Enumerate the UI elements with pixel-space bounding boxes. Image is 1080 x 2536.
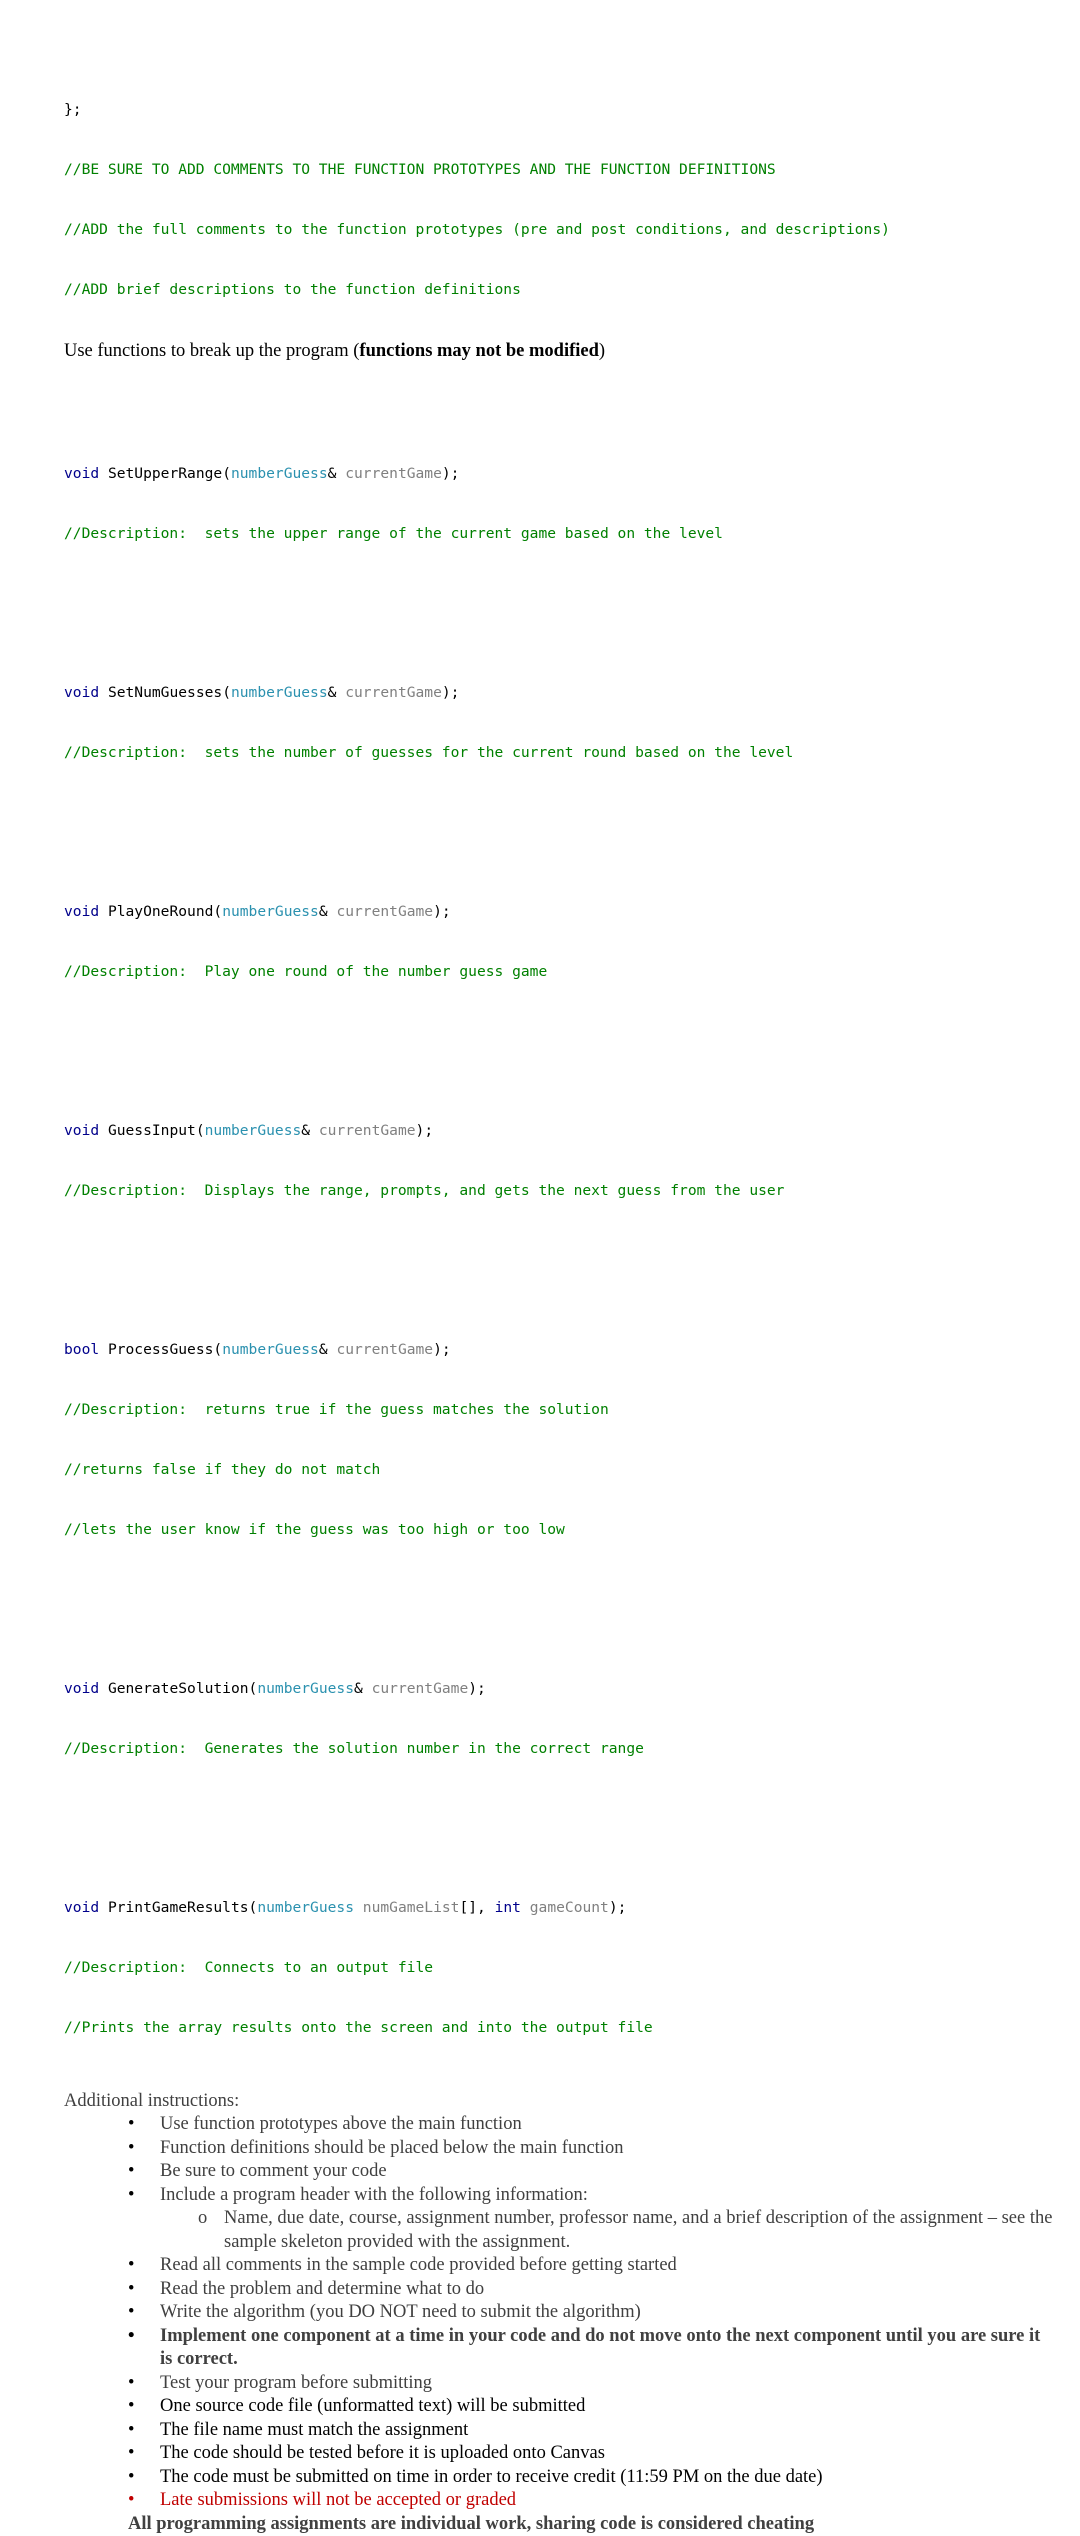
list-item xyxy=(64,2372,1054,2396)
function-name: PlayOneRound xyxy=(108,903,213,920)
return-type: void xyxy=(64,1680,99,1697)
list-item-text: Use function prototypes above the main function xyxy=(160,2114,522,2134)
comment-line: //ADD brief descriptions to the function definitions xyxy=(64,280,1054,300)
function-name: SetUpperRange xyxy=(108,465,222,482)
prototype-end: ); xyxy=(442,684,460,701)
intro-bold-text: functions may not be modified xyxy=(359,341,599,361)
prototype-end: ); xyxy=(442,465,460,482)
prototype-print-game-results: void PrintGameResults(numberGuess numGameList[], int gameCount); xyxy=(64,1898,1054,1918)
list-item-text: Implement one component at a time in your code and do not move onto the next component until you are sure it is correct. xyxy=(160,2326,1040,2370)
param-name: currentGame xyxy=(345,684,442,701)
bullet-icon: • xyxy=(128,2419,134,2443)
prototype-end: ); xyxy=(416,1122,434,1139)
function-name: ProcessGuess xyxy=(108,1341,213,1358)
cheating-notice: All programming assignments are individual work, sharing code is considered cheating xyxy=(64,2513,1054,2536)
param-type: numberGuess xyxy=(231,684,328,701)
list-item xyxy=(64,2419,1054,2443)
return-type: void xyxy=(64,903,99,920)
param-suffix: [], xyxy=(459,1899,494,1916)
header-info-sublist xyxy=(64,2207,1054,2254)
param-name: numGameList xyxy=(363,1899,460,1916)
list-item xyxy=(64,2301,1054,2325)
bullet-icon: • xyxy=(128,2442,134,2466)
ref-symbol: & xyxy=(328,465,337,482)
prototype-comment: //Description: Play one round of the number guess game xyxy=(64,962,1054,982)
intro-text-end: ) xyxy=(599,341,605,361)
list-item xyxy=(64,2254,1054,2278)
prototype-end: ); xyxy=(609,1899,627,1916)
function-name: GuessInput xyxy=(108,1122,196,1139)
list-item xyxy=(64,2184,1054,2208)
prototype-comment: //Description: sets the number of guesses for the current round based on the level xyxy=(64,743,1054,763)
return-type: void xyxy=(64,1122,99,1139)
return-type: bool xyxy=(64,1341,99,1358)
list-item-text: Function definitions should be placed below the main function xyxy=(160,2138,623,2158)
list-item xyxy=(64,2466,1054,2490)
prototype-comment: //Description: Displays the range, prompts, and gets the next guess from the user xyxy=(64,1181,1054,1201)
bullet-icon: • xyxy=(128,2254,134,2278)
param-type: numberGuess xyxy=(231,465,328,482)
prototype-guess-input: void GuessInput(numberGuess& currentGame); xyxy=(64,1121,1054,1141)
intro-text: Use functions to break up the program ( xyxy=(64,341,359,361)
instructions-list-continued xyxy=(64,2254,1054,2513)
list-item-text: Include a program header with the following information: xyxy=(160,2185,588,2205)
ref-symbol: & xyxy=(319,903,328,920)
sub-list-item-text: Name, due date, course, assignment number, professor name, and a brief description of the assignment – see the sample skeleton provided with the assignment. xyxy=(224,2208,1052,2252)
bullet-icon: • xyxy=(128,2113,134,2137)
instructions-list xyxy=(64,2113,1054,2207)
list-item-text: The code should be tested before it is uploaded onto Canvas xyxy=(160,2443,605,2463)
param-name: currentGame xyxy=(345,465,442,482)
prototype-comment: //Description: sets the upper range of the current game based on the level xyxy=(64,524,1054,544)
header-code-block xyxy=(64,60,1054,340)
closing-brace: }; xyxy=(64,100,1054,120)
list-item xyxy=(64,2278,1054,2302)
prototype-end: ); xyxy=(468,1680,486,1697)
prototype-generate-solution: void GenerateSolution(numberGuess& currentGame); xyxy=(64,1679,1054,1699)
list-item-text: Read all comments in the sample code provided before getting started xyxy=(160,2255,677,2275)
param-type: numberGuess xyxy=(257,1899,354,1916)
param-type: numberGuess xyxy=(222,1341,319,1358)
list-item xyxy=(64,2113,1054,2137)
bullet-icon: • xyxy=(128,2160,134,2184)
list-item-bold xyxy=(64,2325,1054,2372)
function-name: GenerateSolution xyxy=(108,1680,249,1697)
list-item-text: Write the algorithm (you DO NOT need to submit the algorithm) xyxy=(160,2302,641,2322)
list-item-text: Late submissions will not be accepted or graded xyxy=(160,2490,516,2510)
ref-symbol: & xyxy=(319,1341,328,1358)
bullet-icon: • xyxy=(128,2466,134,2490)
list-item-text: The code must be submitted on time in order to receive credit (11:59 PM on the due date) xyxy=(160,2467,823,2487)
list-item xyxy=(64,2160,1054,2184)
bullet-icon: • xyxy=(128,2372,134,2396)
prototype-set-num-guesses: void SetNumGuesses(numberGuess& currentGame); xyxy=(64,683,1054,703)
param-name: currentGame xyxy=(319,1122,416,1139)
prototype-comment: //Description: Connects to an output file xyxy=(64,1958,1054,1978)
sub-list-item xyxy=(64,2207,1054,2254)
prototype-process-guess: bool ProcessGuess(numberGuess& currentGame); xyxy=(64,1340,1054,1360)
param-name: currentGame xyxy=(336,1341,433,1358)
ref-symbol: & xyxy=(328,684,337,701)
prototype-end: ); xyxy=(433,1341,451,1358)
list-item-text: Be sure to comment your code xyxy=(160,2161,387,2181)
bullet-icon: • xyxy=(128,2184,134,2208)
list-item-text: The file name must match the assignment xyxy=(160,2420,468,2440)
comment-line: //ADD the full comments to the function prototypes (pre and post conditions, and descriptions) xyxy=(64,220,1054,240)
param-type: int xyxy=(495,1899,521,1916)
list-item xyxy=(64,2137,1054,2161)
list-item xyxy=(64,2442,1054,2466)
return-type: void xyxy=(64,684,99,701)
ref-symbol: & xyxy=(301,1122,310,1139)
bullet-icon: • xyxy=(128,2278,134,2302)
function-name: PrintGameResults xyxy=(108,1899,249,1916)
bullet-icon: • xyxy=(128,2489,134,2513)
prototype-comment: //Prints the array results onto the screen and into the output file xyxy=(64,2018,1054,2038)
ref-symbol: & xyxy=(354,1680,363,1697)
prototype-comment: //Description: Generates the solution number in the correct range xyxy=(64,1739,1054,1759)
function-name: SetNumGuesses xyxy=(108,684,222,701)
param-name: currentGame xyxy=(372,1680,469,1697)
list-item-text: Test your program before submitting xyxy=(160,2373,432,2393)
prototype-set-upper-range: void SetUpperRange(numberGuess& currentGame); xyxy=(64,464,1054,484)
param-name: gameCount xyxy=(530,1899,609,1916)
list-item-text: One source code file (unformatted text) will be submitted xyxy=(160,2396,585,2416)
param-name: currentGame xyxy=(336,903,433,920)
prototype-comment: //returns false if they do not match xyxy=(64,1460,1054,1480)
prototype-end: ); xyxy=(433,903,451,920)
circle-bullet-icon: o xyxy=(198,2207,207,2231)
return-type: void xyxy=(64,1899,99,1916)
bullet-icon: • xyxy=(128,2301,134,2325)
additional-instructions-heading: Additional instructions: xyxy=(64,2090,1054,2114)
param-type: numberGuess xyxy=(257,1680,354,1697)
intro-paragraph xyxy=(64,340,1054,364)
param-type: numberGuess xyxy=(205,1122,302,1139)
bullet-icon: • xyxy=(128,2137,134,2161)
document-page xyxy=(64,60,1054,2536)
return-type: void xyxy=(64,465,99,482)
prototype-play-one-round: void PlayOneRound(numberGuess& currentGame); xyxy=(64,902,1054,922)
prototype-comment: //lets the user know if the guess was too high or too low xyxy=(64,1520,1054,1540)
bullet-icon: • xyxy=(128,2395,134,2419)
param-type: numberGuess xyxy=(222,903,319,920)
list-item-late-warning xyxy=(64,2489,1054,2513)
prototype-comment: //Description: returns true if the guess matches the solution xyxy=(64,1400,1054,1420)
comment-line: //BE SURE TO ADD COMMENTS TO THE FUNCTION PROTOTYPES AND THE FUNCTION DEFINITIONS xyxy=(64,160,1054,180)
bullet-icon: • xyxy=(128,2325,134,2349)
list-item xyxy=(64,2395,1054,2419)
function-prototypes xyxy=(64,404,1054,2078)
list-item-text: Read the problem and determine what to do xyxy=(160,2279,484,2299)
